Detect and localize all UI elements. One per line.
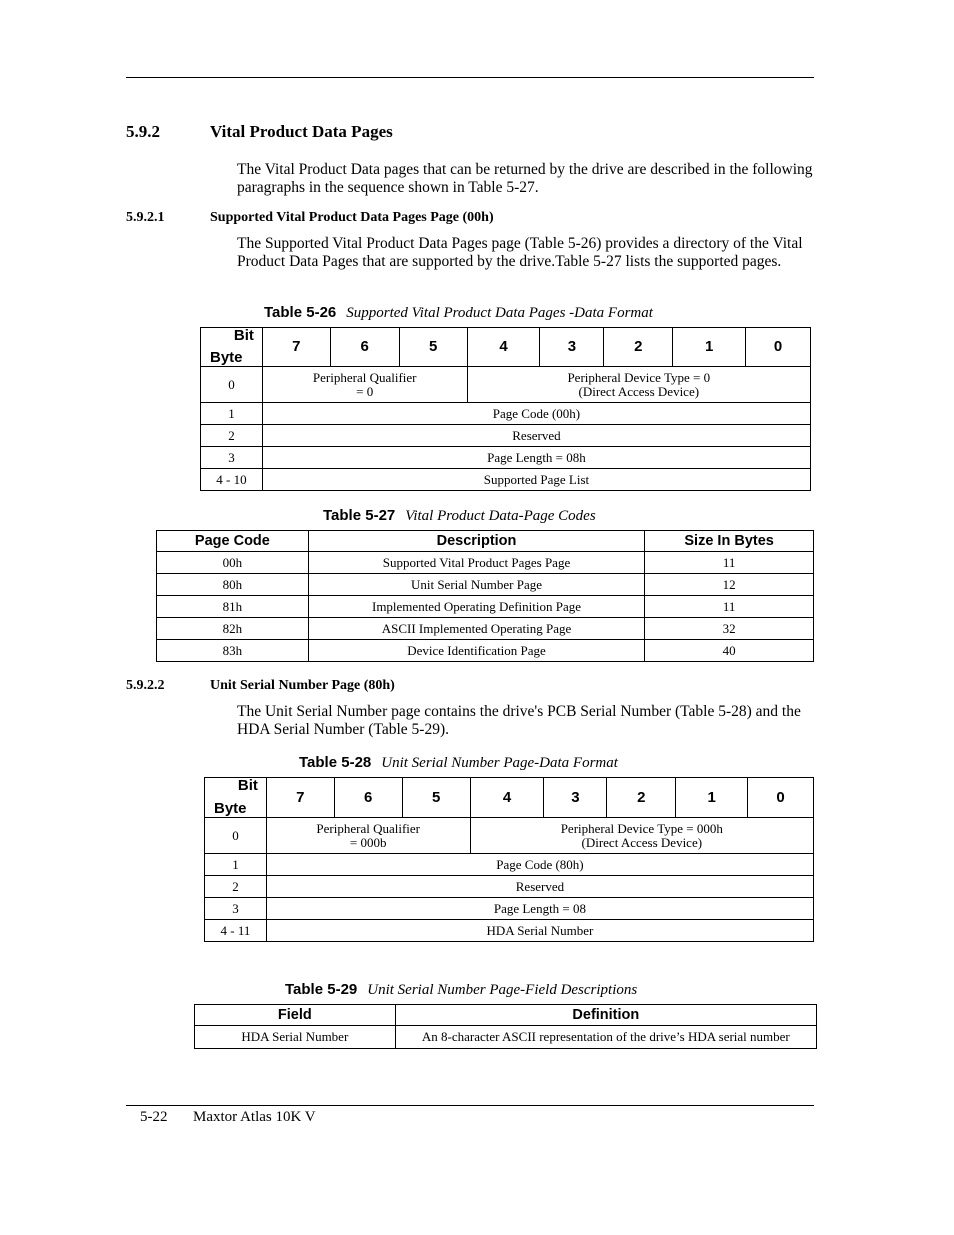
bit-label: Bit [233, 327, 254, 344]
page-code-cell: 82h [157, 618, 309, 640]
bit-byte-header [205, 778, 267, 818]
size-cell: 32 [645, 618, 814, 640]
table-28 [204, 777, 814, 942]
table-row [201, 367, 811, 403]
peripheral-qualifier-cell [262, 367, 467, 403]
bit-header: 5 [402, 778, 470, 818]
byte-cell: 1 [201, 403, 263, 425]
bit-header: 4 [467, 328, 540, 367]
product-name: Maxtor Atlas 10K V [193, 1109, 316, 1125]
table-row [201, 447, 811, 469]
bit-header: 1 [673, 328, 746, 367]
bit-header: 3 [540, 328, 604, 367]
definition-cell: An 8-character ASCII representation of the drive’s HDA serial number [395, 1026, 816, 1049]
peripheral-qualifier-cell [266, 818, 470, 854]
byte-label: Byte [214, 800, 247, 817]
field-cell: Reserved [266, 876, 813, 898]
table-27-header-row [157, 531, 814, 552]
table-26-header-row [201, 328, 811, 367]
description-cell: Device Identification Page [308, 640, 644, 662]
byte-cell: 4 - 11 [205, 920, 267, 942]
bit-header: 4 [470, 778, 544, 818]
section-intro: The Vital Product Data pages that can be returned by the drive are described in the following paragraphs in the sequence shown in Table 5-27. [237, 161, 813, 196]
description-header: Description [308, 531, 644, 552]
subsection-2-title: Unit Serial Number Page (80h) [210, 678, 395, 693]
table-27-caption [323, 507, 596, 525]
byte-cell: 4 - 10 [201, 469, 263, 491]
table-row [157, 618, 814, 640]
field-header: Field [195, 1005, 396, 1026]
table-29-header-row [195, 1005, 817, 1026]
table-row [205, 920, 814, 942]
page-code-cell: 00h [157, 552, 309, 574]
byte-cell: 3 [205, 898, 267, 920]
page-code-cell: 81h [157, 596, 309, 618]
table-27-title: Vital Product Data-Page Codes [405, 508, 596, 524]
bit-header: 5 [399, 328, 467, 367]
bit-label: Bit [237, 777, 258, 794]
table-26-label: Table 5-26 [264, 304, 337, 321]
field-cell: Reserved [262, 425, 810, 447]
table-28-header-row [205, 778, 814, 818]
size-cell: 40 [645, 640, 814, 662]
table-row [201, 469, 811, 491]
byte-label: Byte [210, 349, 243, 366]
table-row [205, 876, 814, 898]
field-cell: Page Code (00h) [262, 403, 810, 425]
byte-cell: 3 [201, 447, 263, 469]
byte-cell: 1 [205, 854, 267, 876]
peripheral-device-type-cell [470, 818, 813, 854]
table-row [157, 552, 814, 574]
peripheral-device-type-line2: (Direct Access Device) [578, 383, 700, 399]
size-cell: 12 [645, 574, 814, 596]
byte-cell: 0 [201, 367, 263, 403]
bit-header: 0 [746, 328, 811, 367]
subsection-1-number: 5.9.2.1 [126, 210, 165, 225]
bit-header: 7 [262, 328, 330, 367]
page-code-cell: 80h [157, 574, 309, 596]
byte-cell: 0 [205, 818, 267, 854]
field-cell: HDA Serial Number [266, 920, 813, 942]
peripheral-qualifier-line1: Peripheral Qualifier [316, 820, 421, 836]
peripheral-device-type-line2: (Direct Access Device) [581, 834, 703, 850]
table-28-label: Table 5-28 [299, 754, 372, 771]
table-28-caption [299, 754, 618, 772]
table-row [205, 818, 814, 854]
table-28-title: Unit Serial Number Page-Data Format [381, 755, 618, 771]
peripheral-qualifier-line2: = 0 [356, 383, 374, 399]
page-number: 5-22 [140, 1109, 168, 1125]
table-29-caption [285, 981, 637, 999]
field-cell: HDA Serial Number [195, 1026, 396, 1049]
peripheral-device-type-line1: Peripheral Device Type = 0 [567, 369, 711, 385]
bit-byte-header [201, 328, 263, 367]
table-row [205, 898, 814, 920]
footer-rule [126, 1105, 814, 1106]
table-29 [194, 1004, 817, 1049]
table-27 [156, 530, 814, 662]
bit-header: 2 [607, 778, 676, 818]
table-27-label: Table 5-27 [323, 507, 396, 524]
table-row [201, 403, 811, 425]
field-cell: Page Code (80h) [266, 854, 813, 876]
table-row [157, 640, 814, 662]
table-row [157, 574, 814, 596]
table-29-label: Table 5-29 [285, 981, 358, 998]
bit-header: 6 [334, 778, 402, 818]
table-row [157, 596, 814, 618]
size-cell: 11 [645, 552, 814, 574]
table-row [205, 854, 814, 876]
subsection-2-number: 5.9.2.2 [126, 678, 165, 693]
description-cell: Supported Vital Product Pages Page [308, 552, 644, 574]
header-rule [126, 77, 814, 78]
peripheral-device-type-line1: Peripheral Device Type = 000h [560, 820, 723, 836]
bit-header: 1 [676, 778, 748, 818]
description-cell: Implemented Operating Definition Page [308, 596, 644, 618]
field-cell: Page Length = 08 [266, 898, 813, 920]
table-26-caption [264, 304, 653, 322]
size-cell: 11 [645, 596, 814, 618]
bit-header: 2 [604, 328, 673, 367]
table-26 [200, 327, 811, 491]
bit-header: 3 [544, 778, 607, 818]
table-29-title: Unit Serial Number Page-Field Descriptions [367, 982, 638, 998]
bit-header: 7 [266, 778, 334, 818]
page-code-header: Page Code [157, 531, 309, 552]
section-title: Vital Product Data Pages [210, 122, 393, 141]
subsection-2-paragraph: The Unit Serial Number page contains the drive's PCB Serial Number (Table 5-28) and the HDA Serial Number (Table 5-29). [237, 703, 801, 738]
description-cell: ASCII Implemented Operating Page [308, 618, 644, 640]
peripheral-qualifier-line2: = 000b [349, 834, 387, 850]
table-26-title: Supported Vital Product Data Pages -Data Format [346, 305, 653, 321]
bit-header: 0 [748, 778, 814, 818]
byte-cell: 2 [205, 876, 267, 898]
peripheral-device-type-cell [467, 367, 810, 403]
description-cell: Unit Serial Number Page [308, 574, 644, 596]
subsection-1-paragraph: The Supported Vital Product Data Pages page (Table 5-26) provides a directory of the Vital Product Data Pages that are supported by the drive.Table 5-27 lists the supported pages. [237, 235, 803, 270]
field-cell: Supported Page List [262, 469, 810, 491]
field-cell: Page Length = 08h [262, 447, 810, 469]
table-row [195, 1026, 817, 1049]
page-code-cell: 83h [157, 640, 309, 662]
section-number: 5.9.2 [126, 122, 160, 141]
size-in-bytes-header: Size In Bytes [645, 531, 814, 552]
subsection-1-title: Supported Vital Product Data Pages Page (00h) [210, 210, 494, 225]
table-row [201, 425, 811, 447]
byte-cell: 2 [201, 425, 263, 447]
bit-header: 6 [330, 328, 399, 367]
peripheral-qualifier-line1: Peripheral Qualifier [312, 369, 417, 385]
definition-header: Definition [395, 1005, 816, 1026]
